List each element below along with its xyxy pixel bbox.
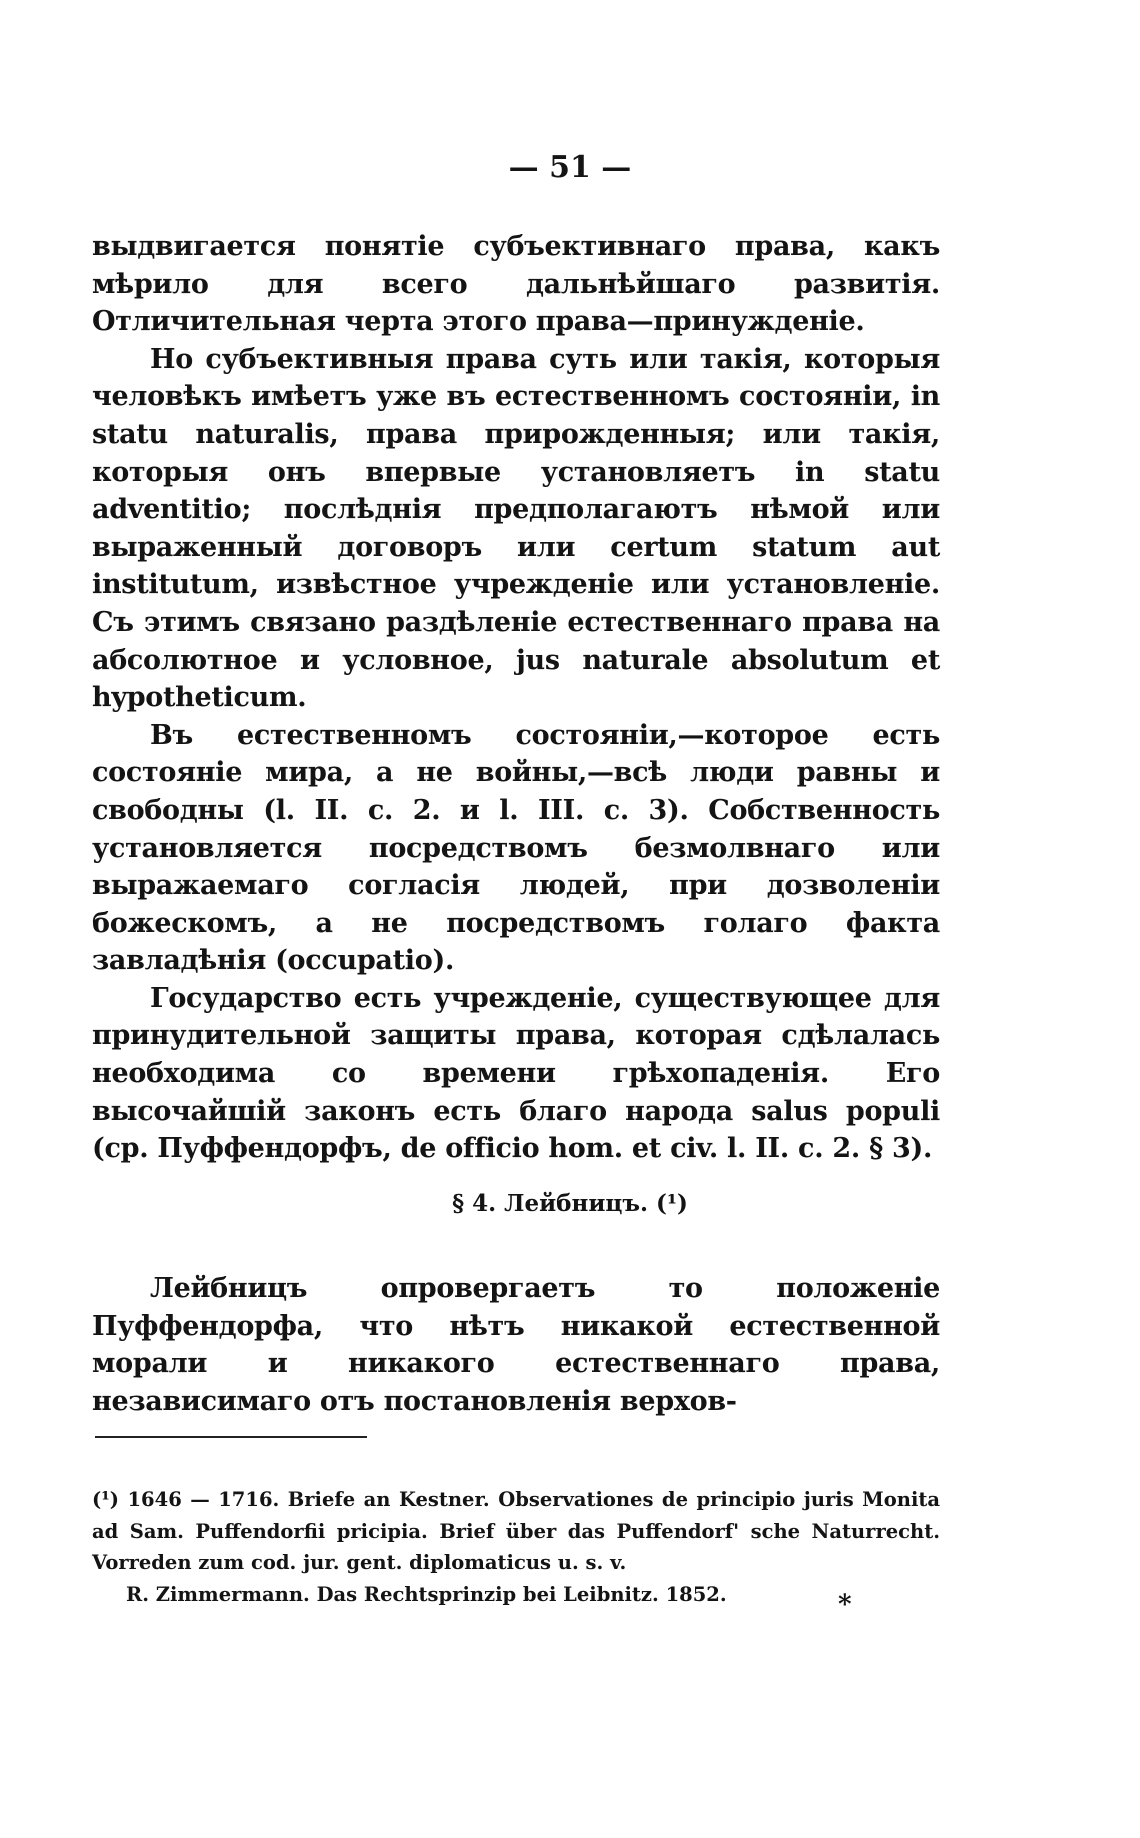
section-body: [92, 1270, 940, 1420]
asterisk-mark: *: [838, 1590, 852, 1620]
paragraph-2: Но субъективныя права суть или такія, которыя человѣкъ имѣетъ уже въ естественномъ состояніи, in statu naturalis, права прирожденныя; или такія, которыя онъ впервые установляетъ in statu adventitio; послѣднія предполагаютъ нѣмой или выраженный договоръ или certum statum aut institutum, извѣстное учрежденіе или установленіе. Съ этимъ связано раздѣленіе естественнаго права на абсолютное и условное, jus naturale absolutum et hypotheticum.: [92, 343, 940, 714]
paragraph-3: Въ естественномъ состояніи,—которое есть состояніе мира, а не войны,—всѣ люди равны и свободны (l. II. c. 2. и l. III. c. 3). Собственность установляется посредствомъ безмолвнаго или выражаемаго согласія людей, при дозволеніи божескомъ, а не посредствомъ голаго факта завладѣнія (occupatio).: [92, 719, 940, 977]
paragraph-1: выдвигается понятіе субъективнаго права, какъ мѣрило для всего дальнѣйшаго развитія. Отличительная черта этого права—принужденіе.: [92, 231, 940, 338]
footnote-2: R. Zimmermann. Das Rechtsprinzip bei Leibnitz. 1852.: [126, 1582, 727, 1606]
footnote-divider: [95, 1436, 367, 1438]
page-number: — 51 —: [508, 150, 632, 185]
section-heading: § 4. Лейбницъ. (¹): [452, 1190, 688, 1217]
paragraph-4: Государство есть учрежденіе, существующее для принудительной защиты права, которая сдѣлалась необходима со времени грѣхопаденія. Его высочайшій законъ есть благо народа salus populi (ср. Пуффендорфъ, de officio hom. et civ. l. II. c. 2. § 3).: [92, 982, 940, 1165]
main-text: [92, 228, 940, 1168]
footnote-1: (¹) 1646 — 1716. Briefe an Kestner. Observationes de principio juris Monita ad Sam. Puffendorfii pricipia. Brief über das Puffendorf' sche Naturrecht. Vorreden zum cod. jur. gent. diplomaticus u. s. v.: [92, 1488, 940, 1574]
footnotes: [92, 1484, 940, 1610]
section-paragraph: Лейбницъ опровергаетъ то положеніе Пуффендорфа, что нѣтъ никакой естественной морали и никакого естественнаго права, независимаго отъ постановленія верхов-: [92, 1273, 940, 1417]
